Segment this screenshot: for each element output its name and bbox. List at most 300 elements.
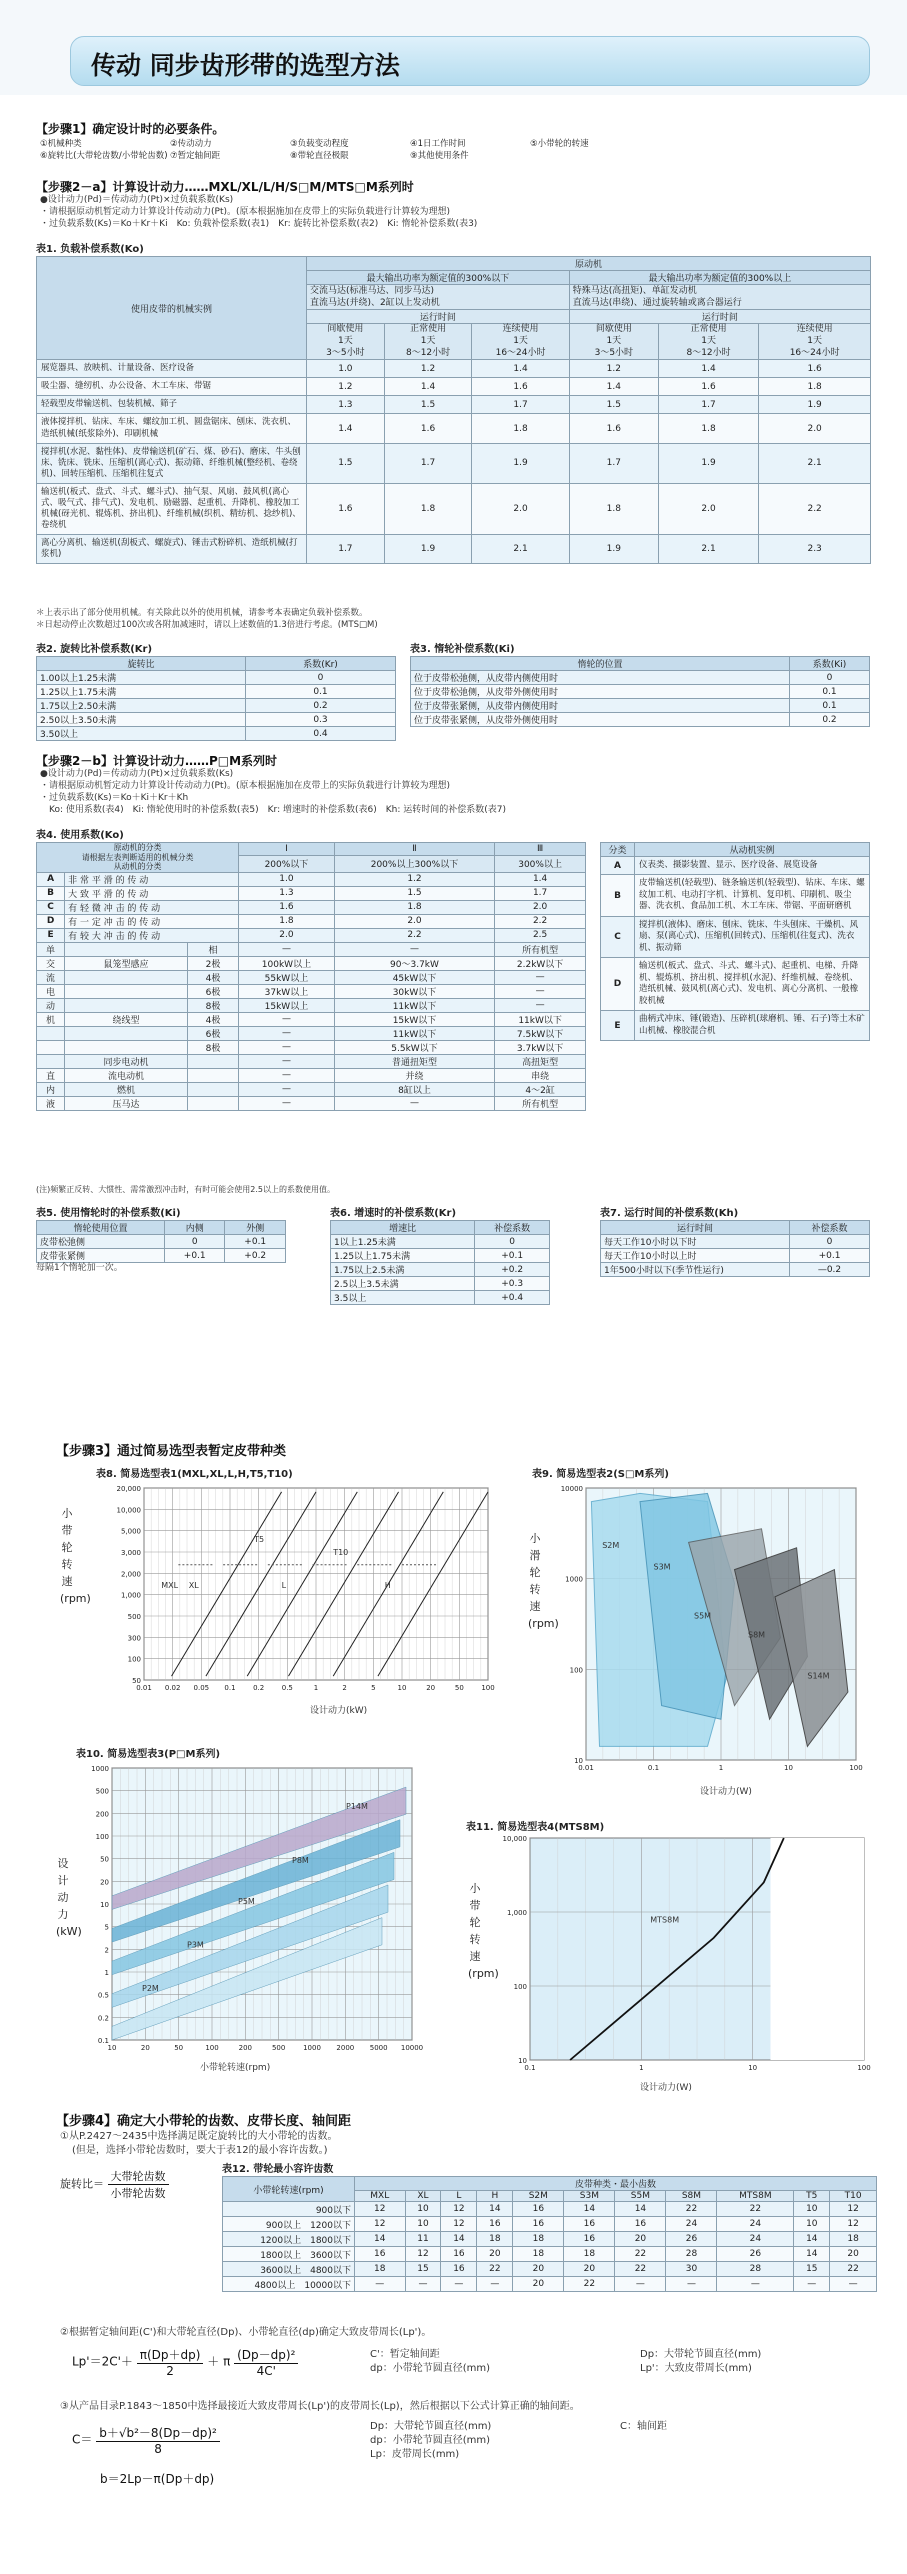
step4-title: 【步骤4】确定大小带轮的齿数、皮带长度、轴间距	[56, 2114, 352, 2129]
table12-value: 12	[830, 2202, 877, 2217]
table3-row	[411, 713, 870, 727]
formula-c-legend: C：轴间距	[620, 2421, 667, 2432]
chart11-y-tick: 10	[518, 2057, 527, 2065]
chart10-y-tick: 1	[104, 1969, 109, 1977]
table3-cell: 0.1	[790, 685, 870, 699]
chart10-x-tick: 100	[205, 2044, 219, 2052]
table1-value: 1.3	[307, 396, 385, 414]
table2-header: 旋转比	[37, 657, 246, 671]
driven-text: 输送机(板式、盘式、斗式、螺斗式)、起重机、电梯、升降机、辊炼机、挤出机、搅拌机(水泥)、纤维机械、卷绕机、造纸机械、鼓风机(离心式)、发电机、离心分离机、一般橡胶机械	[635, 958, 870, 1011]
table7-cell: —0.2	[790, 1263, 870, 1277]
table1-value: 2.1	[472, 534, 569, 563]
table12-value: 12	[355, 2217, 406, 2232]
chart10-y-tick: 5	[104, 1923, 109, 1932]
table1-value: 1.6	[658, 378, 758, 396]
step2b-note: Ko: 使用系数(表4) Ki: 惰轮使用时的补偿系数(表5) Kr: 增速时的补偿系数(表6) Kh: 运转时间的补偿系数(表7)	[40, 805, 506, 815]
table4-code: D	[37, 914, 65, 928]
table1-machine-header: 使用皮带的机械实例	[37, 257, 307, 360]
table4-prime-row	[37, 970, 586, 984]
chart8-x-tick: 1	[313, 1684, 319, 1692]
chart10-series-label: P14M	[346, 1801, 368, 1811]
step2b-title: 【步骤2－b】计算设计动力……P□M系列时	[36, 754, 278, 768]
step2a-note: ●设计动力(Pd)＝传动动力(Pt)×过负载系数(Ks)	[40, 195, 234, 205]
table1-row	[37, 396, 871, 414]
table4-prime-g1	[37, 1054, 65, 1068]
table4-value: 1.4	[495, 872, 586, 886]
table4-prime-value: —	[239, 1068, 335, 1082]
table4-prime-value: 55kW以上	[239, 970, 335, 984]
table4-prime-g1	[37, 1040, 65, 1054]
table2-row	[37, 671, 396, 685]
table1-col-head-line: 间歇使用	[595, 324, 632, 335]
table4-prime-pole: 相	[187, 942, 238, 956]
table1-value: 1.6	[384, 414, 472, 443]
table12-value: 20	[615, 2232, 666, 2247]
table7-row	[601, 1263, 870, 1277]
table12-value: 10	[794, 2217, 830, 2232]
table12-value: 30	[666, 2262, 717, 2277]
table5-note: 每隔1个惰轮加一次。	[36, 1263, 123, 1273]
table4-row	[37, 872, 586, 886]
table12-value: 10	[405, 2217, 441, 2232]
chart9-y-tick: 100	[569, 1666, 583, 1675]
chart10-y-tick: 10	[100, 1901, 109, 1909]
step1-item: ③负载变动程度	[290, 139, 349, 149]
table12-row	[223, 2247, 877, 2262]
table12-value: 18	[830, 2232, 877, 2247]
table4-label: 有 较 大 冲 击 的 传 动	[65, 928, 239, 942]
table4-label: 大 致 平 滑 的 传 动	[65, 886, 239, 900]
table12-top-header: 皮带种类・最小齿数	[355, 2177, 877, 2191]
table12-value: 16	[564, 2232, 615, 2247]
table1-groupA-desc: 直流马达(并绕)、2缸以上发动机	[310, 298, 440, 309]
chart8-plot	[104, 1480, 494, 1700]
driven-code: A	[601, 857, 635, 875]
table7-cell: 1年500小时以下(季节性运行)	[601, 1263, 790, 1277]
table1-value: 1.4	[658, 360, 758, 378]
table4-prime-value: 7.5kW以下	[495, 1026, 586, 1040]
table12-value: 14	[477, 2202, 513, 2217]
table4-diag-bottom: 从动机的分类	[113, 862, 162, 872]
formula-c-num: b＋√b²－8(Dp－dp)²	[96, 2424, 220, 2442]
table12-value: 22	[615, 2247, 666, 2262]
table1-prime-mover: 原动机	[307, 257, 871, 271]
table12-value: 18	[513, 2232, 564, 2247]
table4-value: 2.0	[334, 914, 494, 928]
table4-prime-g1: 电	[37, 984, 65, 998]
table4-prime-pole	[187, 1068, 238, 1082]
chart10-x-tick: 2000	[336, 2044, 355, 2052]
table3-row	[411, 699, 870, 713]
table1-value: 2.0	[472, 483, 569, 534]
table1-value: 2.2	[759, 483, 871, 534]
table12-value: 18	[477, 2232, 513, 2247]
table1-value: 2.1	[759, 443, 871, 483]
chart10-y-tick: 50	[100, 1855, 109, 1864]
chart8-series-label: L	[281, 1580, 287, 1590]
formula-lp: Lp'＝2C'＋ $\frac{\pi(Dp+dp)}{2}$ ＋ π $\frac{\text{(Dp－dp)²}}{4C'}$	[72, 2346, 298, 2378]
step1-item: ⑤小带轮的转速	[530, 139, 589, 149]
table12-value: 12	[405, 2247, 441, 2262]
chart11-y-tick: 1,000	[506, 1909, 527, 1917]
table6-cell: +0.2	[475, 1263, 550, 1277]
table1-value: 1.4	[307, 414, 385, 443]
table3-cell: 位于皮带松弛侧，从皮带内侧使用时	[411, 671, 790, 685]
table4-prime-g2	[65, 998, 188, 1012]
table1-value: 1.8	[384, 483, 472, 534]
table1-row	[37, 534, 871, 563]
table2-cell: 0.1	[246, 685, 396, 699]
chart9-x-tick: 1	[718, 1764, 724, 1772]
table1-machine: 液体搅拌机、钻床、车床、螺纹加工机、圆盘锯床、刨床、洗衣机、造纸机械(纸浆除外)、印刷机械	[37, 414, 307, 443]
chart10-series-label: P2M	[142, 1984, 159, 1994]
table4-value: 1.5	[334, 886, 494, 900]
table4-prime-value: —	[495, 970, 586, 984]
chart8-x-tick: 50	[454, 1684, 464, 1692]
table1-col-head-line: 1天	[338, 335, 353, 346]
table12-rpm: 4800以上 10000以下	[223, 2277, 355, 2292]
driven-row	[601, 875, 870, 916]
table3-cell: 位于皮带张紧侧，从皮带内侧使用时	[411, 699, 790, 713]
table12-row-header: 小带轮转速(rpm)	[223, 2177, 355, 2202]
table12-value: 22	[564, 2277, 615, 2292]
table12-value: 16	[564, 2217, 615, 2232]
table6-cell: 1以上1.25未满	[331, 1235, 475, 1249]
table1-machine: 离心分离机、输送机(刮板式、螺旋式)、锤击式粉碎机、造纸机械(打浆机)	[37, 534, 307, 563]
table1-value: 1.9	[759, 396, 871, 414]
table1-groupB-desc: 特殊马达(高扭矩)、单缸发动机	[572, 286, 697, 296]
table6-row	[331, 1263, 550, 1277]
table4-prime-value: 15kW以下	[334, 1012, 494, 1026]
table4-diag-top: 原动机的分类	[113, 843, 162, 852]
chart8-series-label: XL	[188, 1580, 199, 1590]
table4-prime-pole: 8极	[187, 998, 238, 1012]
chart9-series-label: S2M	[602, 1540, 620, 1550]
table5-header: 外侧	[225, 1221, 286, 1235]
table4-prime-value: 15kW以上	[239, 998, 335, 1012]
formula-lp-n1: π(Dp＋dp)	[137, 2346, 204, 2364]
table12-value: 20	[513, 2262, 564, 2277]
formula-b: b＝2Lp－π(Dp＋dp)	[100, 2472, 215, 2486]
step4-item2: ②根据暂定轴间距(C')和大带轮直径(Dp)、小带轮直径(dp)确定大致皮带周长(Lp')。	[60, 2327, 432, 2338]
chart8-y-tick: 3,000	[120, 1549, 141, 1557]
table4-prime-value: 100kW以上	[239, 956, 335, 970]
table1-row	[37, 378, 871, 396]
driven-text: 仪表类、摄影装置、显示、医疗设备、展览设备	[635, 857, 870, 875]
chart9-x-tick: 0.01	[578, 1764, 594, 1772]
chart9-series-label: S5M	[694, 1611, 712, 1621]
chart8-y-tick: 300	[127, 1634, 141, 1643]
table1-col-head-line: 间歇使用	[327, 324, 364, 335]
table12-value: 14	[794, 2232, 830, 2247]
table4-prime-g1	[37, 1026, 65, 1040]
table12-value: 12	[830, 2217, 877, 2232]
table12-rpm: 3600以上 4800以下	[223, 2262, 355, 2277]
table12-value: 20	[477, 2247, 513, 2262]
table5-title: 表5. 使用惰轮时的补偿系数(Ki)	[36, 1208, 181, 1219]
table1-value: 1.9	[658, 443, 758, 483]
table4-prime-row	[37, 998, 586, 1012]
table4-value: 1.8	[239, 914, 335, 928]
driven-row	[601, 916, 870, 957]
ratio-denominator: 小带轮齿数	[110, 2187, 166, 2200]
table12-value: 16	[355, 2247, 406, 2262]
chart10-y-tick: 0.5	[97, 1991, 109, 2000]
table4-prime-g2: 流电动机	[65, 1068, 188, 1082]
chart11-x-tick: 100	[857, 2064, 871, 2072]
table6-header: 补偿系数	[475, 1221, 550, 1235]
table6-cell: 1.25以上1.75未满	[331, 1249, 475, 1263]
table12-value: 20	[513, 2277, 564, 2292]
table2-cell: 0.4	[246, 727, 396, 741]
table5-row	[37, 1235, 286, 1249]
table12-value: —	[794, 2277, 830, 2292]
table7-header: 运行时间	[601, 1221, 790, 1235]
table7-row	[601, 1235, 870, 1249]
chart10-x-tick: 10000	[400, 2044, 424, 2052]
chart8-y-tick: 5,000	[120, 1527, 141, 1536]
formula-c-legend: dp：小带轮节圆直径(mm)	[370, 2435, 490, 2446]
chart11-title: 表11. 简易选型表4(MTS8M)	[466, 1822, 605, 1833]
table4-note: (注)频繁正反转、大惯性、需常激烈冲击时，有时可能会使用2.5以上的系数使用值。	[36, 1185, 335, 1194]
table6-cell: +0.3	[475, 1277, 550, 1291]
table3-cell: 0.1	[790, 699, 870, 713]
table1-col-head	[759, 324, 871, 360]
chart9-x-tick: 100	[849, 1764, 863, 1772]
table4-value: 1.0	[239, 872, 335, 886]
chart10-x-tick: 500	[271, 2044, 286, 2052]
chart11-y-tick: 100	[513, 1983, 527, 1991]
table12-value: —	[405, 2277, 441, 2292]
table1-col-head-line: 正常使用	[690, 324, 727, 335]
table1-col-head-line: 8～12小时	[686, 347, 731, 358]
table4-value: 1.3	[239, 886, 335, 900]
table12-value: 14	[441, 2232, 477, 2247]
formula-lp-legend: Lp'：大致皮带周长(mm)	[640, 2363, 752, 2374]
step1-item: ④1日工作时间	[410, 139, 466, 149]
table1	[36, 256, 871, 564]
table6-cell: +0.1	[475, 1249, 550, 1263]
table1-value: 1.0	[307, 360, 385, 378]
table12-value: 22	[717, 2202, 794, 2217]
table7-cell: 0	[790, 1235, 870, 1249]
table4-prime-value: —	[239, 942, 335, 956]
table4-label: 有 一 定 冲 击 的 传 动	[65, 914, 239, 928]
table4-prime-row	[37, 1040, 586, 1054]
table12	[222, 2176, 877, 2292]
table4-value: 1.8	[334, 900, 494, 914]
table1-value: 1.4	[569, 378, 658, 396]
chart11-x-tick: 0.1	[524, 2064, 536, 2072]
table4-prime-value: —	[495, 998, 586, 1012]
table1-value: 1.4	[472, 360, 569, 378]
table12-title: 表12. 带轮最小容许齿数	[222, 2164, 334, 2175]
table12-rpm: 1800以上 3600以下	[223, 2247, 355, 2262]
table4-class-range: 300%以上	[495, 856, 586, 873]
chart8-y-tick: 2,000	[120, 1570, 141, 1579]
table2-cell: 0	[246, 671, 396, 685]
chart9-series-label: S8M	[748, 1630, 766, 1640]
table1-value: 2.0	[658, 483, 758, 534]
table6-cell: 3.5以上	[331, 1291, 475, 1305]
table4-prime-g2	[65, 942, 188, 956]
table1-operating-time: 运行时间	[569, 310, 870, 324]
formula-c-legend: Dp：大带轮节圆直径(mm)	[370, 2421, 492, 2432]
table4-code: C	[37, 900, 65, 914]
chart9-y-tick: 1000	[565, 1575, 583, 1584]
table12-col: MXL	[355, 2191, 406, 2202]
table3-header: 系数(Ki)	[790, 657, 870, 671]
table4-prime-g2: 绕线型	[65, 1012, 188, 1026]
table1-title: 表1. 负载补偿系数(Ko)	[36, 244, 144, 255]
table4-label: 非 常 平 滑 的 传 动	[65, 872, 239, 886]
table1-value: 1.6	[472, 378, 569, 396]
table1-col-head-line: 1天	[606, 335, 622, 346]
table7-cell: 每天工作10小时以上时	[601, 1249, 790, 1263]
table4-diag-mid: 请根据左表判断适用的机械分类	[81, 852, 194, 862]
table12-col: S3M	[564, 2191, 615, 2202]
table4-prime-value: 串绕	[495, 1068, 586, 1082]
formula-lp-legend: Dp：大带轮节圆直径(mm)	[640, 2349, 762, 2360]
table1-value: 1.6	[759, 360, 871, 378]
table4-code: E	[37, 928, 65, 942]
ratio-numerator: 大带轮齿数	[108, 2168, 169, 2185]
table1-value: 2.1	[658, 534, 758, 563]
table1-col-head	[384, 324, 472, 360]
table4-prime-value: —	[239, 1096, 335, 1110]
table1-value: 1.7	[569, 443, 658, 483]
table4-prime-g1: 动	[37, 998, 65, 1012]
table4-prime-pole: 4极	[187, 1012, 238, 1026]
table2-cell: 1.75以上2.50未满	[37, 699, 246, 713]
table12-value: —	[666, 2277, 717, 2292]
chart9-x-tick: 0.1	[647, 1764, 660, 1772]
table4-prime-value: —	[334, 1096, 494, 1110]
chart8-y-tick: 50	[132, 1677, 141, 1685]
step1-item: ②传动动力	[170, 139, 212, 149]
table1-value: 1.7	[384, 443, 472, 483]
table5-header: 内侧	[164, 1221, 225, 1235]
chart10-y-tick: 200	[95, 1810, 109, 1819]
table1-value: 1.2	[384, 360, 472, 378]
table12-value: 26	[666, 2232, 717, 2247]
table4-prime-value: 2.2kW以下	[495, 956, 586, 970]
table12-col: T10	[830, 2191, 877, 2202]
table12-value: 12	[441, 2202, 477, 2217]
table12-value: —	[717, 2277, 794, 2292]
table1-value: 1.7	[658, 396, 758, 414]
table2-cell: 1.00以上1.25未满	[37, 671, 246, 685]
table4-prime-g2	[65, 970, 188, 984]
table1-machine: 输送机(板式、盘式、斗式、螺斗式)、抽气泵、风扇、鼓风机(离心式、吸气式、排气式)、发电机、励磁器、起重机、升降机、橡胶加工机械(砑光机、辊炼机、挤出机)、纤维机械(织机、精纺机、捻纱机)、卷绕机	[37, 483, 307, 534]
formula-lp-lhs: Lp'＝2C'＋	[72, 2354, 133, 2369]
driven-header: 分类	[601, 843, 635, 857]
table2-row	[37, 727, 396, 741]
table4-prime-pole: 2极	[187, 956, 238, 970]
table4-prime-g2	[65, 1040, 188, 1054]
step1-item: ⑥旋转比(大带轮齿数/小带轮齿数)	[40, 151, 168, 161]
table5-row	[37, 1249, 286, 1263]
table12-value: 18	[355, 2262, 406, 2277]
table2-cell: 1.25以上1.75未满	[37, 685, 246, 699]
table12-col: MTS8M	[717, 2191, 794, 2202]
table4-prime-value: 所有机型	[495, 942, 586, 956]
table1-col-head-line: 正常使用	[410, 324, 447, 335]
table4-prime-pole: 6极	[187, 1026, 238, 1040]
chart8-x-tick: 0.1	[224, 1684, 236, 1692]
formula-lp-d1: 2	[166, 2364, 174, 2378]
table2-row	[37, 685, 396, 699]
table4	[36, 842, 586, 1111]
table3	[410, 656, 870, 727]
formula-lp-n2: (Dp－dp)²	[234, 2346, 298, 2364]
chart10-plot	[78, 1760, 424, 2060]
chart10-title: 表10. 简易选型表3(P□M系列)	[76, 1749, 221, 1760]
table1-col-head-line: 1天	[701, 335, 716, 346]
chart9-ylabel: 小滑轮转速(rpm)	[528, 1532, 559, 1631]
table12-value: 16	[477, 2217, 513, 2232]
table12-value: —	[441, 2277, 477, 2292]
table4-value: 2.2	[495, 914, 586, 928]
chart8-y-tick: 10,000	[116, 1506, 141, 1515]
table4-prime-value: —	[239, 1026, 335, 1040]
table4-prime-value: —	[239, 1054, 335, 1068]
table12-col: XL	[405, 2191, 441, 2202]
table12-row	[223, 2277, 877, 2292]
chart10-x-tick: 200	[238, 2044, 253, 2052]
driven-header: 从动机实例	[635, 843, 870, 857]
table1-groupA-desc: 交流马达(标准马达、同步马达)	[310, 286, 435, 296]
table2-cell: 0.2	[246, 699, 396, 713]
chart8-y-tick: 20,000	[116, 1485, 141, 1493]
table12-value: —	[830, 2277, 877, 2292]
table3-row	[411, 685, 870, 699]
table1-value: 1.2	[307, 378, 385, 396]
table4-prime-row	[37, 1054, 586, 1068]
chart10-xlabel: 小带轮转速(rpm)	[200, 2063, 271, 2073]
table12-value: 10	[405, 2202, 441, 2217]
table1-note: ＊日起动停止次数超过100次或各附加减速时，请以上述数值的1.3倍进行考虑。(MTS□M)	[36, 620, 378, 630]
table4-label: 有 轻 微 冲 击 的 传 动	[65, 900, 239, 914]
table4-prime-row	[37, 1068, 586, 1082]
chart11-series-label: MTS8M	[650, 1915, 680, 1925]
table2-header: 系数(Kr)	[246, 657, 396, 671]
table4-prime-g1: 内	[37, 1082, 65, 1096]
table4-prime-g1: 单	[37, 942, 65, 956]
chart8-series-label: H	[384, 1580, 391, 1590]
table5-cell: +0.2	[225, 1249, 286, 1263]
table12-value: 12	[355, 2202, 406, 2217]
table4-prime-row	[37, 984, 586, 998]
step1-title: 【步骤1】确定设计时的必要条件。	[36, 122, 225, 136]
step1-item: ⑧带轮直径极限	[290, 151, 349, 161]
chart9-xlabel: 设计动力(W)	[700, 1787, 752, 1797]
table4-value: 2.0	[495, 900, 586, 914]
table1-col-head	[658, 324, 758, 360]
chart11-x-tick: 10	[748, 2064, 758, 2072]
table1-row	[37, 443, 871, 483]
table4-prime-g1: 直	[37, 1068, 65, 1082]
table1-machine: 轻载型皮带输送机、包装机械、筛子	[37, 396, 307, 414]
table4-prime-g2: 燃机	[65, 1082, 188, 1096]
table12-value: 15	[405, 2262, 441, 2277]
table5	[36, 1220, 286, 1263]
table4-prime-value: 3.7kW以下	[495, 1040, 586, 1054]
chart10-y-tick: 500	[95, 1787, 109, 1796]
formula-c-den: 8	[154, 2442, 162, 2456]
table1-col-head-line: 1天	[513, 335, 528, 346]
table1-value: 1.5	[384, 396, 472, 414]
